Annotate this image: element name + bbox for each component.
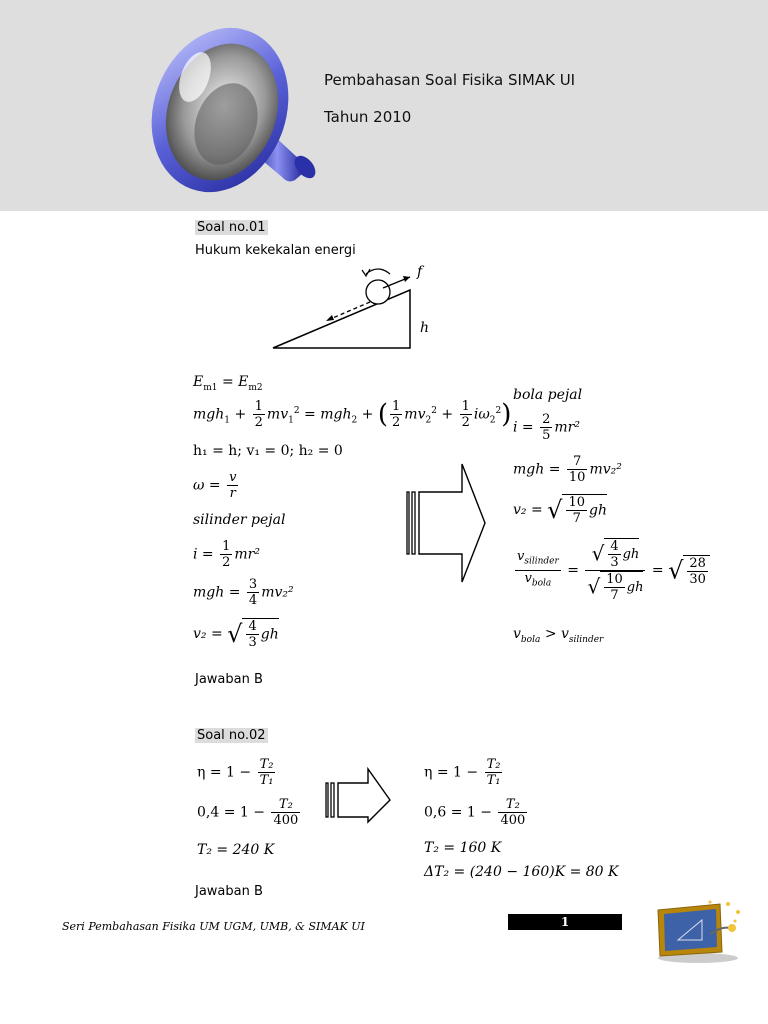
eq-mgh-silinder: mgh = $\frac{3}{4}$ mv₂² (193, 577, 294, 608)
blackboard-icon (650, 896, 745, 966)
page-number: 1 (508, 914, 622, 930)
eq-velocity-comparison: $v_{bola} > v_{silinder}$ (513, 626, 604, 645)
eq-initial-conditions: h₁ = h; v₁ = 0; h₂ = 0 (193, 443, 343, 459)
eq-energy-conservation: $E_{m1} = E_{m2}$ (193, 374, 263, 393)
eq-efficiency-2: η = 1 − $\frac{\text{T₂}}{\text{T₁}}$ (424, 757, 501, 788)
eq-energy-expansion: mgh$_1$ + $\frac{1}{2}$ $mv_1^2 = mgh_2$ + ( $\frac{1}{2}$ $mv_2^2$ + $\frac{1}{2}$ $i\omega_2^2$) (193, 399, 512, 430)
height-label: h (420, 320, 430, 336)
eq-efficiency-1: η = 1 − $\frac{\text{T₂}}{\text{T₁}}$ (197, 757, 274, 788)
footer-series-text: Seri Pembahasan Fisika UM UGM, UMB, & SIMAK UI (62, 920, 365, 933)
case-bola-pejal: bola pejal (513, 387, 583, 403)
soal-1-topic: Hukum kekekalan energi (195, 243, 356, 258)
document-title: Pembahasan Soal Fisika SIMAK UI (324, 71, 576, 89)
soal-2-answer: Jawaban B (195, 884, 263, 899)
eq-inertia-silinder: i = $\frac{1}{2}$ mr² (193, 539, 260, 570)
eq-velocity-ratio: $\frac{v_{silinder}}{v_{bola}}$ = √ $\frac{4}{3}$ gh √ $\frac{10}{7}$ gh = √ $\frac{28}{30}$ (513, 538, 710, 603)
eq-t2-second: T₂ = 160 K (424, 840, 502, 856)
inclined-plane-diagram (270, 262, 450, 357)
page-header (0, 0, 768, 211)
eq-mgh-bola: mgh = $\frac{7}{10}$ mv₂² (513, 454, 622, 485)
force-label: f (417, 264, 423, 280)
eq-inertia-bola: i = $\frac{2}{5}$ mr² (513, 412, 580, 443)
document-year: Tahun 2010 (324, 108, 412, 126)
soal-2-label: Soal no.02 (197, 728, 266, 743)
soal-1-answer: Jawaban B (195, 672, 263, 687)
eq-efficiency-2-values: 0,6 = 1 − $\frac{\text{T₂}}{400}$ (424, 797, 526, 828)
funnel-icon (150, 22, 320, 207)
soal-1-label: Soal no.01 (197, 220, 266, 235)
eq-delta-t2: ΔT₂ = (240 − 160)K = 80 K (424, 864, 619, 880)
eq-t2-first: T₂ = 240 K (197, 842, 275, 858)
implies-arrow-icon (405, 462, 490, 587)
implies-arrow-icon-2 (324, 767, 394, 825)
eq-omega: ω = $\frac{v}{r}$ (193, 470, 237, 501)
case-silinder-pejal: silinder pejal (193, 512, 286, 528)
eq-v-silinder: v₂ = √ $\frac{4}{3}$ gh (193, 619, 279, 650)
eq-efficiency-1-values: 0,4 = 1 − $\frac{\text{T₂}}{400}$ (197, 797, 299, 828)
eq-v-bola: v₂ = √ $\frac{10}{7}$ gh (513, 495, 607, 526)
